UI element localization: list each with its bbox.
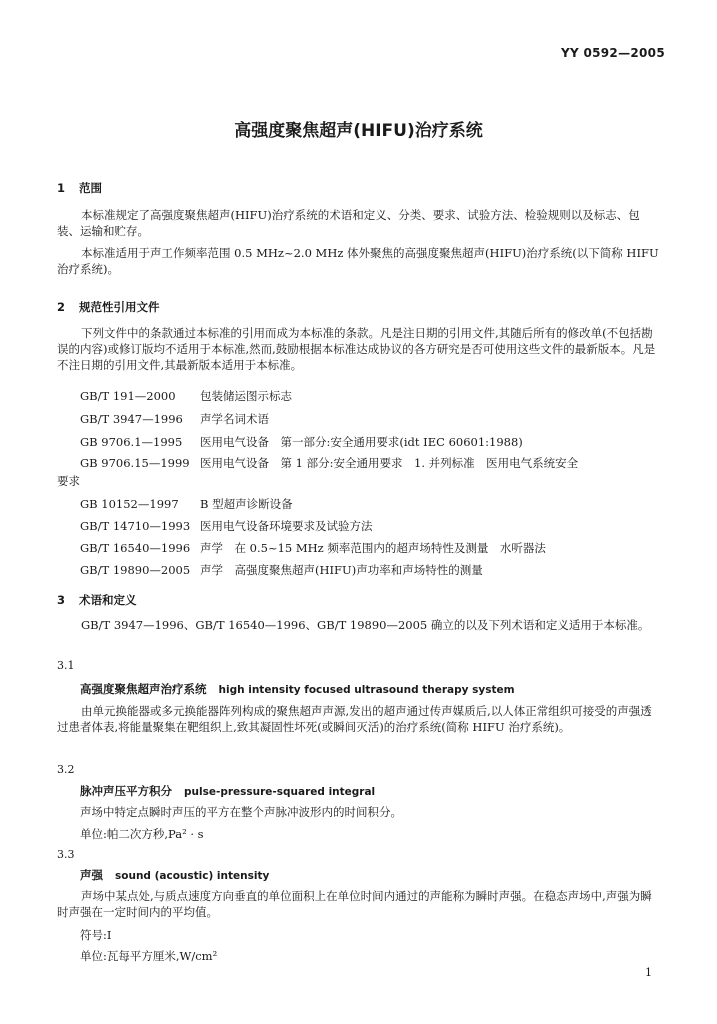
reference-name: 医用电气设备 第一部分:安全通用要求(idt IEC 60601:1988) xyxy=(200,435,523,449)
page-number: 1 xyxy=(645,966,652,979)
term-name-en: sound (acoustic) intensity xyxy=(115,870,270,882)
reference-code: GB/T 191—2000 xyxy=(80,389,176,403)
term-name-zh: 高强度聚焦超声治疗系统 xyxy=(80,682,207,696)
term-number: 3.1 xyxy=(57,659,75,672)
standard-code: YY 0592—2005 xyxy=(561,46,665,60)
reference-code: GB/T 3947—1996 xyxy=(80,412,183,426)
term-name-en: pulse-pressure-squared integral xyxy=(184,786,376,798)
section-title: 范围 xyxy=(79,181,102,195)
normative-reference xyxy=(80,562,483,578)
paragraph: 下列文件中的条款通过本标准的引用而成为本标准的条款。凡是注日期的引用文件,其随后所有的修改单(不包括勘误的内容)或修订版均不适用于本标准,然而,鼓励根据本标准达成协议的各方研究是否可使用这些文件的最新版本。凡是不注日期的引用文件,其最新版本适用于本标准。 xyxy=(57,326,656,372)
reference-code: GB/T 16540—1996 xyxy=(80,541,191,555)
section-number: 3 xyxy=(57,593,66,607)
term-number: 3.2 xyxy=(57,763,75,776)
reference-name: B 型超声诊断设备 xyxy=(200,497,293,511)
section-heading-3 xyxy=(57,592,137,608)
section-heading-1 xyxy=(57,180,102,196)
reference-code: GB 9706.1—1995 xyxy=(80,435,183,449)
reference-name: 声学名词术语 xyxy=(200,412,269,426)
normative-reference xyxy=(80,455,665,471)
normative-reference xyxy=(80,388,292,404)
reference-name: 医用电气设备环境要求及试验方法 xyxy=(200,519,373,533)
term-name-en: high intensity focused ultrasound therapy system xyxy=(218,684,515,696)
term-heading xyxy=(80,681,515,698)
reference-name: 声学 在 0.5~15 MHz 频率范围内的超声场特性及测量 水听器法 xyxy=(200,541,546,555)
term-name-zh: 脉冲声压平方积分 xyxy=(80,784,172,798)
paragraph: 本标准规定了高强度聚焦超声(HIFU)治疗系统的术语和定义、分类、要求、试验方法、检验规则以及标志、包装、运输和贮存。 xyxy=(57,208,640,238)
term-heading xyxy=(80,783,375,800)
normative-reference xyxy=(80,518,373,534)
term-name-zh: 声强 xyxy=(80,868,103,882)
term-definition: 声场中特定点瞬时声压的平方在整个声脉冲波形内的时间积分。 xyxy=(80,805,402,819)
reference-name: 声学 高强度聚焦超声(HIFU)声功率和声场特性的测量 xyxy=(200,563,483,577)
normative-reference xyxy=(80,411,269,427)
section-number: 2 xyxy=(57,300,66,314)
reference-name: 医用电气设备 第 1 部分:安全通用要求 1. 并列标准 医用电气系统安全 xyxy=(200,456,579,470)
normative-reference xyxy=(80,496,293,512)
term-definition: 声场中某点处,与质点速度方向垂直的单位面积上在单位时间内通过的声能称为瞬时声强。在稳态声场中,声强为瞬时声强在一定时间内的平均值。 xyxy=(57,889,652,919)
section-title: 术语和定义 xyxy=(79,593,137,607)
term-unit: 单位:瓦每平方厘米,W/cm² xyxy=(80,949,218,963)
term-number: 3.3 xyxy=(57,848,75,861)
paragraph: GB/T 3947—1996、GB/T 16540—1996、GB/T 19890—2005 确立的以及下列术语和定义适用于本标准。 xyxy=(81,618,650,632)
document-title: 高强度聚焦超声(HIFU)治疗系统 xyxy=(234,121,483,141)
reference-code: GB 10152—1997 xyxy=(80,497,179,511)
term-symbol: 符号:I xyxy=(80,928,112,942)
reference-code: GB 9706.15—1999 xyxy=(80,456,190,470)
normative-reference xyxy=(80,434,523,450)
reference-code: GB/T 14710—1993 xyxy=(80,519,191,533)
term-definition: 由单元换能器或多元换能器阵列构成的聚焦超声声源,发出的超声通过传声媒质后,以人体正常组织可接受的声强透过患者体表,将能量聚集在靶组织上,致其凝固性坏死(或瞬间灭活)的治疗系统(简称 HIFU 治疗系统)。 xyxy=(57,704,652,734)
reference-code: GB/T 19890—2005 xyxy=(80,563,191,577)
term-heading xyxy=(80,867,269,884)
section-number: 1 xyxy=(57,181,66,195)
reference-name: 包装储运图示标志 xyxy=(200,389,292,403)
term-unit: 单位:帕二次方秒,Pa² · s xyxy=(80,827,204,841)
reference-continuation: 要求 xyxy=(57,474,80,488)
section-heading-2 xyxy=(57,299,160,315)
section-title: 规范性引用文件 xyxy=(79,300,160,314)
paragraph: 本标准适用于声工作频率范围 0.5 MHz~2.0 MHz 体外聚焦的高强度聚焦超声(HIFU)治疗系统(以下简称 HIFU 治疗系统)。 xyxy=(57,246,659,276)
normative-reference xyxy=(80,540,546,556)
